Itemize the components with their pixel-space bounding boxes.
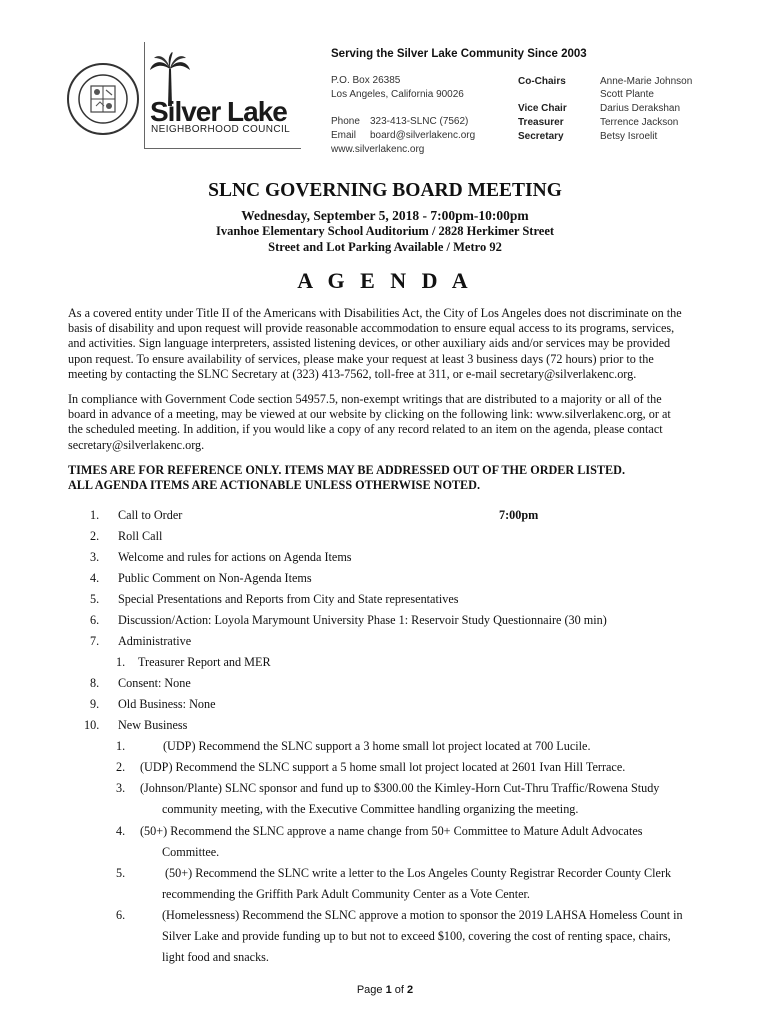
paragraph-line: As a covered entity under Title II of the Americans with Disabilities Act, the City of Los Angeles does not discriminate on the [68,306,682,320]
letterhead [0,0,770,170]
meeting-date: Wednesday, September 5, 2018 - 7:00pm-10:00pm [241,208,529,223]
new-business-item: (50+) Recommend the SLNC approve a name change from 50+ Committee to Mature Adult Advocates [140,824,643,838]
agenda-item: Roll Call [118,529,163,543]
officer-role: Treasurer [518,117,564,128]
paragraph-line: secretary@silverlakenc.org. [68,437,205,452]
paragraph-line: and activities. Sign language interpreters, assisted listening devices, or other auxiliary aids and/or services may be provided [68,336,671,351]
paragraph-line: meeting by contacting the SLNC Secretary at (323) 413-7562, toll-free at 311, or e-mail secretary@silverlakenc.org. [68,366,637,381]
agenda-item: Old Business: None [118,697,216,711]
new-business-item: (UDP) Recommend the SLNC support a 3 home small lot project located at 700 Lucile. [163,739,591,753]
paragraph-line: the scheduled meeting. In addition, if you would like a copy of any record related to an item on the agenda, please contact [68,422,663,437]
paragraph-line: upon request. To ensure availability of services, please make your request at least 3 business days (72 hours) prior to the [68,351,654,366]
item-number: 5. [116,866,126,880]
phone-label: Phone [331,116,360,127]
page-total: 2 [407,984,414,996]
item-number: 1. [116,655,126,669]
page-number [0,984,770,996]
item-number: 3. [116,781,126,795]
email-label: Email [331,130,357,141]
agenda-subitem: Treasurer Report and MER [138,655,271,669]
agenda-item: Consent: None [118,676,191,690]
officer-role: Secretary [518,131,564,142]
records-paragraph [68,392,708,453]
agenda-item: Welcome and rules for actions on Agenda Items [118,550,352,564]
times-note: TIMES ARE FOR REFERENCE ONLY. ITEMS MAY BE ADDRESSED OUT OF THE ORDER LISTED. [68,463,626,477]
agenda-item: Call to Order [118,508,183,522]
email-link[interactable]: board@silverlakenc.org [370,130,476,141]
ada-paragraph [68,306,708,382]
item-number: 6. [90,613,100,627]
agenda-item: Public Comment on Non-Agenda Items [118,571,312,585]
page-current: 1 [385,984,392,996]
actionable-note: ALL AGENDA ITEMS ARE ACTIONABLE UNLESS OTHERWISE NOTED. [68,478,481,492]
new-business-item: (Johnson/Plante) SLNC sponsor and fund up to $300.00 the Kimley-Horn Cut-Thru Traffic/Rowena Study [140,781,660,795]
item-number: 9. [90,697,100,711]
city-seal-icon [66,62,140,136]
item-number: 1. [116,739,126,753]
officer-name: Terrence Jackson [600,117,679,128]
address-line-1: P.O. Box 26385 [331,75,401,86]
new-business-item-continued: recommending the Griffith Park Adult Community Center as a Vote Center. [162,887,530,901]
meeting-location: Ivanhoe Elementary School Auditorium / 2828 Herkimer Street [215,224,555,238]
officer-name: Scott Plante [600,89,654,100]
new-business-item: (UDP) Recommend the SLNC support a 5 home small lot project located at 2601 Ivan Hill Terrace. [140,760,626,774]
item-number: 7. [90,634,100,648]
new-business-item-continued: Silver Lake and provide funding up to but not to exceed $100, covering the cost of renting space, chairs, [162,929,671,943]
paragraph-line: basis of disability and upon request will provide reasonable accommodation to ensure equal access to its programs, services, [68,321,675,336]
agenda-heading: A G E N D A [297,268,473,293]
officer-name: Darius Derakshan [600,103,681,114]
paragraph-line: board in advance of a meeting, may be viewed at our website by clicking on the following link: www.silverlakenc.org, or at [68,407,671,422]
item-number: 6. [116,908,126,922]
website-link[interactable]: www.silverlakenc.org [331,144,425,155]
phone-value: 323-413-SLNC (7562) [370,116,469,127]
item-number: 1. [90,508,100,522]
new-business-item: (50+) Recommend the SLNC write a letter to the Los Angeles County Registrar Recorder County Clerk [165,866,672,880]
item-number: 4. [90,571,100,585]
item-number: 10. [84,718,100,732]
item-number: 4. [116,824,126,838]
item-number: 2. [90,529,100,543]
item-number: 8. [90,676,100,690]
agenda-item: Special Presentations and Reports from City and State representatives [118,592,459,606]
meeting-parking: Street and Lot Parking Available / Metro 92 [268,240,502,254]
officer-name: Anne-Marie Johnson [600,76,693,87]
item-number: 2. [116,760,126,774]
officer-role: Co-Chairs [518,76,566,87]
new-business-item: (Homelessness) Recommend the SLNC approve a motion to sponsor the 2019 LAHSA Homeless Count in [162,908,683,922]
item-number: 3. [90,550,100,564]
brand-name: Silver Lake [150,96,287,127]
agenda-time: 7:00pm [499,508,539,522]
new-business-item-continued: community meeting, with the Executive Committee handling organizing the meeting. [162,802,579,816]
new-business-item-continued: light food and snacks. [162,950,269,964]
paragraph-line: In compliance with Government Code section 54957.5, non-exempt writings that are distributed to a majority or all of the [68,392,662,406]
page-prefix: Page [356,984,386,996]
agenda-item: Administrative [118,634,192,648]
slogan: Serving the Silver Lake Community Since 2003 [331,48,587,60]
meeting-title: SLNC GOVERNING BOARD MEETING [208,180,562,201]
address-line-2: Los Angeles, California 90026 [331,89,464,100]
brand-subtitle: NEIGHBORHOOD COUNCIL [151,124,291,135]
agenda-item: New Business [118,718,188,732]
page-of: of [391,984,408,996]
officer-role: Vice Chair [518,103,567,114]
agenda-item: Discussion/Action: Loyola Marymount University Phase 1: Reservoir Study Questionnaire (30 min) [118,613,607,627]
officer-name: Betsy Isroelit [600,131,658,142]
new-business-item-continued: Committee. [162,845,220,859]
item-number: 5. [90,592,100,606]
